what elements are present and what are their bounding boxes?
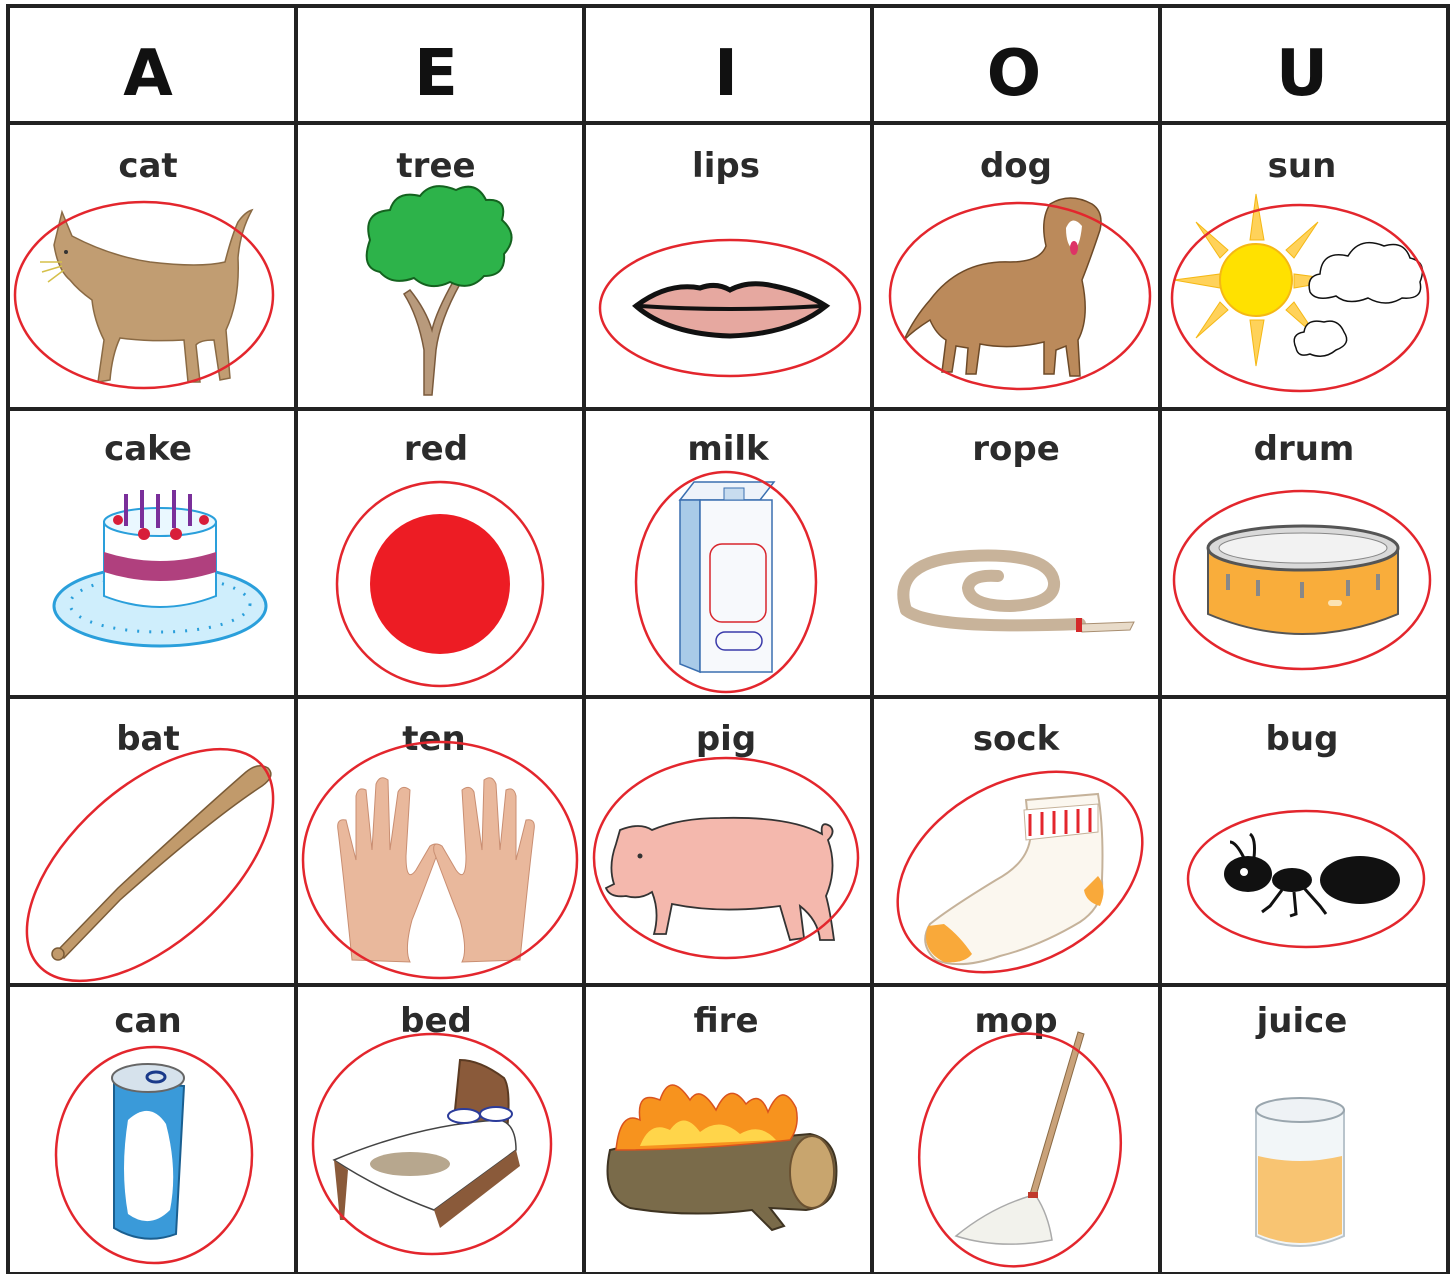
word-label: lips xyxy=(692,146,760,186)
word-label: sun xyxy=(1267,146,1337,186)
word-label: ten xyxy=(402,719,466,759)
word-label: bed xyxy=(400,1001,472,1041)
tree-icon xyxy=(367,186,512,395)
cake-icon xyxy=(54,490,266,646)
header-u: U xyxy=(1276,37,1328,111)
lips-icon xyxy=(636,284,826,336)
header-e: E xyxy=(414,37,458,111)
juice-glass-icon xyxy=(1256,1098,1344,1246)
pig-icon xyxy=(606,818,834,940)
word-label: fire xyxy=(693,1001,759,1041)
sun-icon xyxy=(1174,194,1422,366)
word-label: tree xyxy=(396,146,476,186)
sock-icon xyxy=(925,794,1103,964)
word-label: rope xyxy=(972,429,1060,469)
header-a: A xyxy=(123,37,173,111)
bat-icon xyxy=(52,766,271,960)
mop-icon xyxy=(956,1032,1084,1244)
can-icon xyxy=(112,1064,184,1239)
word-label: cake xyxy=(104,429,192,469)
ant-icon xyxy=(1224,834,1400,916)
word-label: cat xyxy=(118,146,178,186)
cat-icon xyxy=(40,210,252,382)
word-label: pig xyxy=(695,719,757,759)
word-label: juice xyxy=(1256,1001,1348,1041)
word-label: bug xyxy=(1265,719,1339,759)
red-dot-icon xyxy=(370,514,510,654)
rope-icon xyxy=(903,556,1134,632)
word-label: red xyxy=(403,429,469,469)
word-label: mop xyxy=(974,1001,1058,1041)
word-label: bat xyxy=(116,719,180,759)
word-label: milk xyxy=(687,429,769,469)
vowel-headers xyxy=(123,37,1328,111)
word-label: dog xyxy=(979,146,1053,186)
word-label: can xyxy=(114,1001,182,1041)
drum-icon xyxy=(1208,526,1398,634)
hands-icon xyxy=(338,778,535,962)
fire-icon xyxy=(608,1085,837,1230)
header-i: I xyxy=(714,37,738,111)
bed-icon xyxy=(334,1060,520,1228)
header-o: O xyxy=(986,37,1042,111)
dog-icon xyxy=(904,198,1101,376)
word-label: drum xyxy=(1253,429,1355,469)
word-label: sock xyxy=(972,719,1060,759)
milk-carton-icon xyxy=(680,482,774,672)
